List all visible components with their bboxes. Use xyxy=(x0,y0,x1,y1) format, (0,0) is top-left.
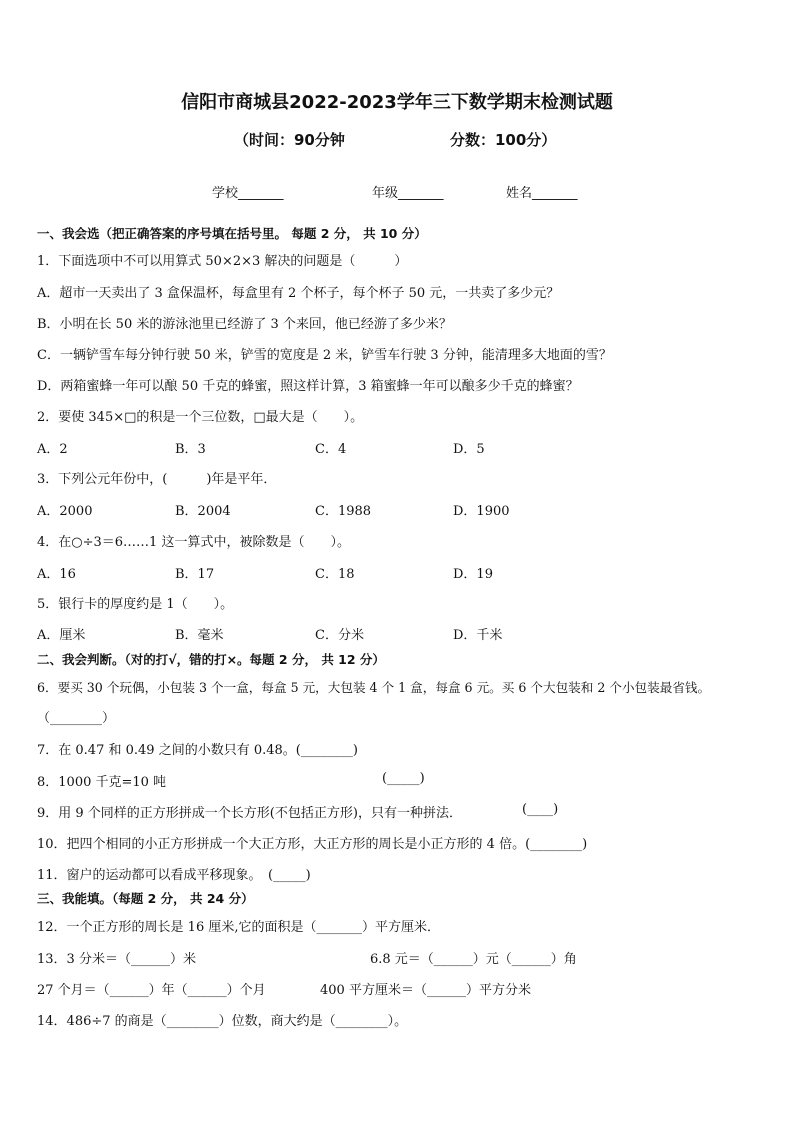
section-choice-heading: 一、我会选（把正确答案的序号填在括号里。 每题 2 分， 共 10 分） xyxy=(37,226,427,241)
question-4-option-a: A．16 xyxy=(37,567,76,582)
time-limit: （时间：90分钟 xyxy=(234,131,345,149)
question-2-option-a: A．2 xyxy=(37,442,68,457)
question-2-option-b: B．3 xyxy=(175,442,206,457)
question-14-text: 14．486÷7 的商是（________）位数，商大约是（________）。 xyxy=(37,1014,408,1029)
question-13-part-1: 13．3 分米＝（______）米 xyxy=(37,952,196,967)
question-4-option-c: C．18 xyxy=(315,567,355,582)
total-score: 分数：100分） xyxy=(450,131,557,149)
exam-title: 信阳市商城县2022-2023学年三下数学期末检测试题 xyxy=(181,92,613,113)
question-4-option-d: D．19 xyxy=(453,567,493,582)
question-5-option-c: C．分米 xyxy=(315,628,364,643)
question-4-stem: 4．在○÷3＝6……1 这一算式中，被除数是（ ）。 xyxy=(37,535,350,550)
question-4-option-b: B．17 xyxy=(175,567,215,582)
question-13-part-3: 27 个月＝（______）年（______）个月 xyxy=(37,983,266,998)
question-9-blank: (____) xyxy=(522,802,559,817)
question-2-option-c: C．4 xyxy=(315,442,347,457)
question-1-option-b: B．小明在长 50 米的游泳池里已经游了 3 个来回，他已经游了多少米？ xyxy=(37,317,452,332)
question-1-option-d: D．两箱蜜蜂一年可以酿 50 千克的蜂蜜，照这样计算，3 箱蜜蜂一年可以酿多少千克的蜂蜜？ xyxy=(37,379,579,394)
question-2-option-d: D．5 xyxy=(453,442,485,457)
question-13-part-4: 400 平方厘米＝（______）平方分米 xyxy=(320,983,531,998)
question-12-text: 12．一个正方形的周长是 16 厘米,它的面积是（_______）平方厘米． xyxy=(37,920,440,935)
question-9-text: 9．用 9 个同样的正方形拼成一个长方形(不包括正方形)，只有一种拼法． xyxy=(37,806,462,821)
question-8-blank: (_____) xyxy=(382,771,425,786)
question-5-option-d: D．千米 xyxy=(453,628,503,643)
question-3-stem: 3．下列公元年份中，( )年是平年． xyxy=(37,472,277,487)
section-fill-heading: 三、我能填。（每题 2 分， 共 24 分） xyxy=(37,891,254,906)
question-7-text: 7．在 0.47 和 0.49 之间的小数只有 0.48。(________) xyxy=(37,743,358,758)
question-3-option-d: D．1900 xyxy=(453,504,510,519)
question-5-stem: 5．银行卡的厚度约是 1（ ）。 xyxy=(37,597,234,612)
question-10-text: 10．把四个相同的小正方形拼成一个大正方形，大正方形的周长是小正方形的 4 倍。(________) xyxy=(37,837,588,852)
question-3-option-b: B．2004 xyxy=(175,504,231,519)
question-6-text: 6．要买 30 个玩偶，小包装 3 个一盒，每盒 5 元，大包装 4 个 1 盒，每盒 6 元。买 6 个大包装和 2 个小包装最省钱。 xyxy=(37,680,711,695)
question-3-option-c: C．1988 xyxy=(315,504,372,519)
name-field: 姓名_______ xyxy=(506,186,578,201)
question-6-blank: （________） xyxy=(37,711,116,726)
grade-field: 年级_______ xyxy=(372,186,444,201)
question-5-option-b: B．毫米 xyxy=(175,628,224,643)
question-5-option-a: A．厘米 xyxy=(37,628,86,643)
question-3-option-a: A．2000 xyxy=(37,504,93,519)
question-2-stem: 2．要使 345×□的积是一个三位数，□最大是（ ）。 xyxy=(37,410,364,425)
question-1-stem: 1．下面选项中不可以用算式 50×2×3 解决的问题是（ ） xyxy=(37,254,408,269)
question-1-option-c: C．一辆铲雪车每分钟行驶 50 米，铲雪的宽度是 2 米，铲雪车行驶 3 分钟，能清理多大地面的雪？ xyxy=(37,348,612,363)
question-11-text: 11．窗户的运动都可以看成平移现象。 (_____) xyxy=(37,868,311,883)
school-field: 学校_______ xyxy=(212,186,284,201)
question-13-part-2: 6.8 元＝（______）元（______）角 xyxy=(370,952,577,967)
question-1-option-a: A．超市一天卖出了 3 盒保温杯，每盒里有 2 个杯子，每个杯子 50 元，一共卖了多少元？ xyxy=(37,286,560,301)
question-8-text: 8．1000 千克=10 吨 xyxy=(37,775,167,790)
section-judge-heading: 二、我会判断。（对的打√，错的打×。每题 2 分， 共 12 分） xyxy=(37,652,385,667)
